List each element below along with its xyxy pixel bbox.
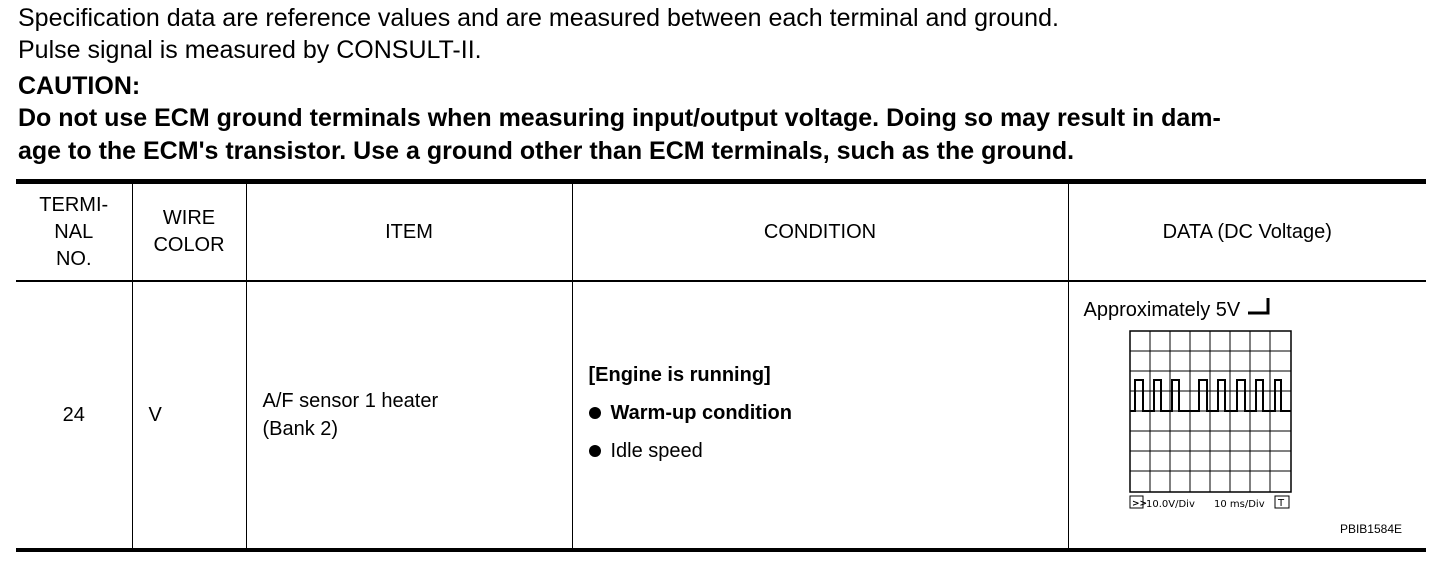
cell-condition [572,281,1068,550]
caution-line-1: Do not use ECM ground terminals when measuring input/output voltage. Doing so may result in dam- [18,104,1221,132]
cell-wire-color: V [132,281,246,550]
item-line-2: (Bank 2) [262,418,339,440]
header-wire-line-2: COLOR [153,234,225,256]
condition-bullet-2 [589,432,1068,470]
item-line-1: A/F sensor 1 heater [262,390,439,412]
header-terminal-no [16,182,132,282]
condition-bullet-1-text: Warm-up condition [610,402,792,424]
condition-heading: [Engine is running] [588,364,771,386]
intro-line-1: Specification data are reference values and are measured between each terminal and ground. [18,4,1059,32]
header-terminal-line-2: NAL [54,220,94,243]
table-row [16,281,1426,550]
header-item: ITEM [246,182,572,282]
bullet-icon [589,445,601,457]
header-terminal-line-3: NO. [55,247,92,270]
header-terminal-line-1: TERMI- [39,193,109,216]
scope-trigger-label: T [1277,498,1284,509]
condition-bullet-2-text: Idle speed [610,440,703,462]
scope-volt-div-label: 10.0V/Div [1145,499,1195,510]
data-value-text: Approximately 5V [1083,299,1241,321]
ground-level-icon [1246,296,1272,318]
table-header-row [16,182,1426,282]
intro-text [18,2,1438,168]
scope-time-div-label: 10 ms/Div [1213,499,1265,510]
terminal-spec-table [16,179,1426,552]
header-wire-line-1: WIRE [162,207,216,229]
cell-terminal-no: 24 [16,281,132,550]
figure-code: PBIB1584E [1339,522,1402,536]
header-wire-color [132,182,246,282]
caution-title: CAUTION: [18,72,141,100]
data-value [1084,296,1272,322]
cell-item [246,281,572,550]
condition-bullet-1 [589,394,1068,432]
header-condition: CONDITION [572,182,1068,282]
intro-line-2: Pulse signal is measured by CONSULT-II. [18,36,482,64]
header-data: DATA (DC Voltage) [1068,182,1426,282]
cell-data [1068,281,1426,550]
bullet-icon [589,407,601,419]
caution-line-2: age to the ECM's transistor. Use a ground other than ECM terminals, such as the ground. [18,137,1075,165]
svg-text:>>: >> [1131,499,1147,509]
oscilloscope-waveform [1129,330,1293,512]
